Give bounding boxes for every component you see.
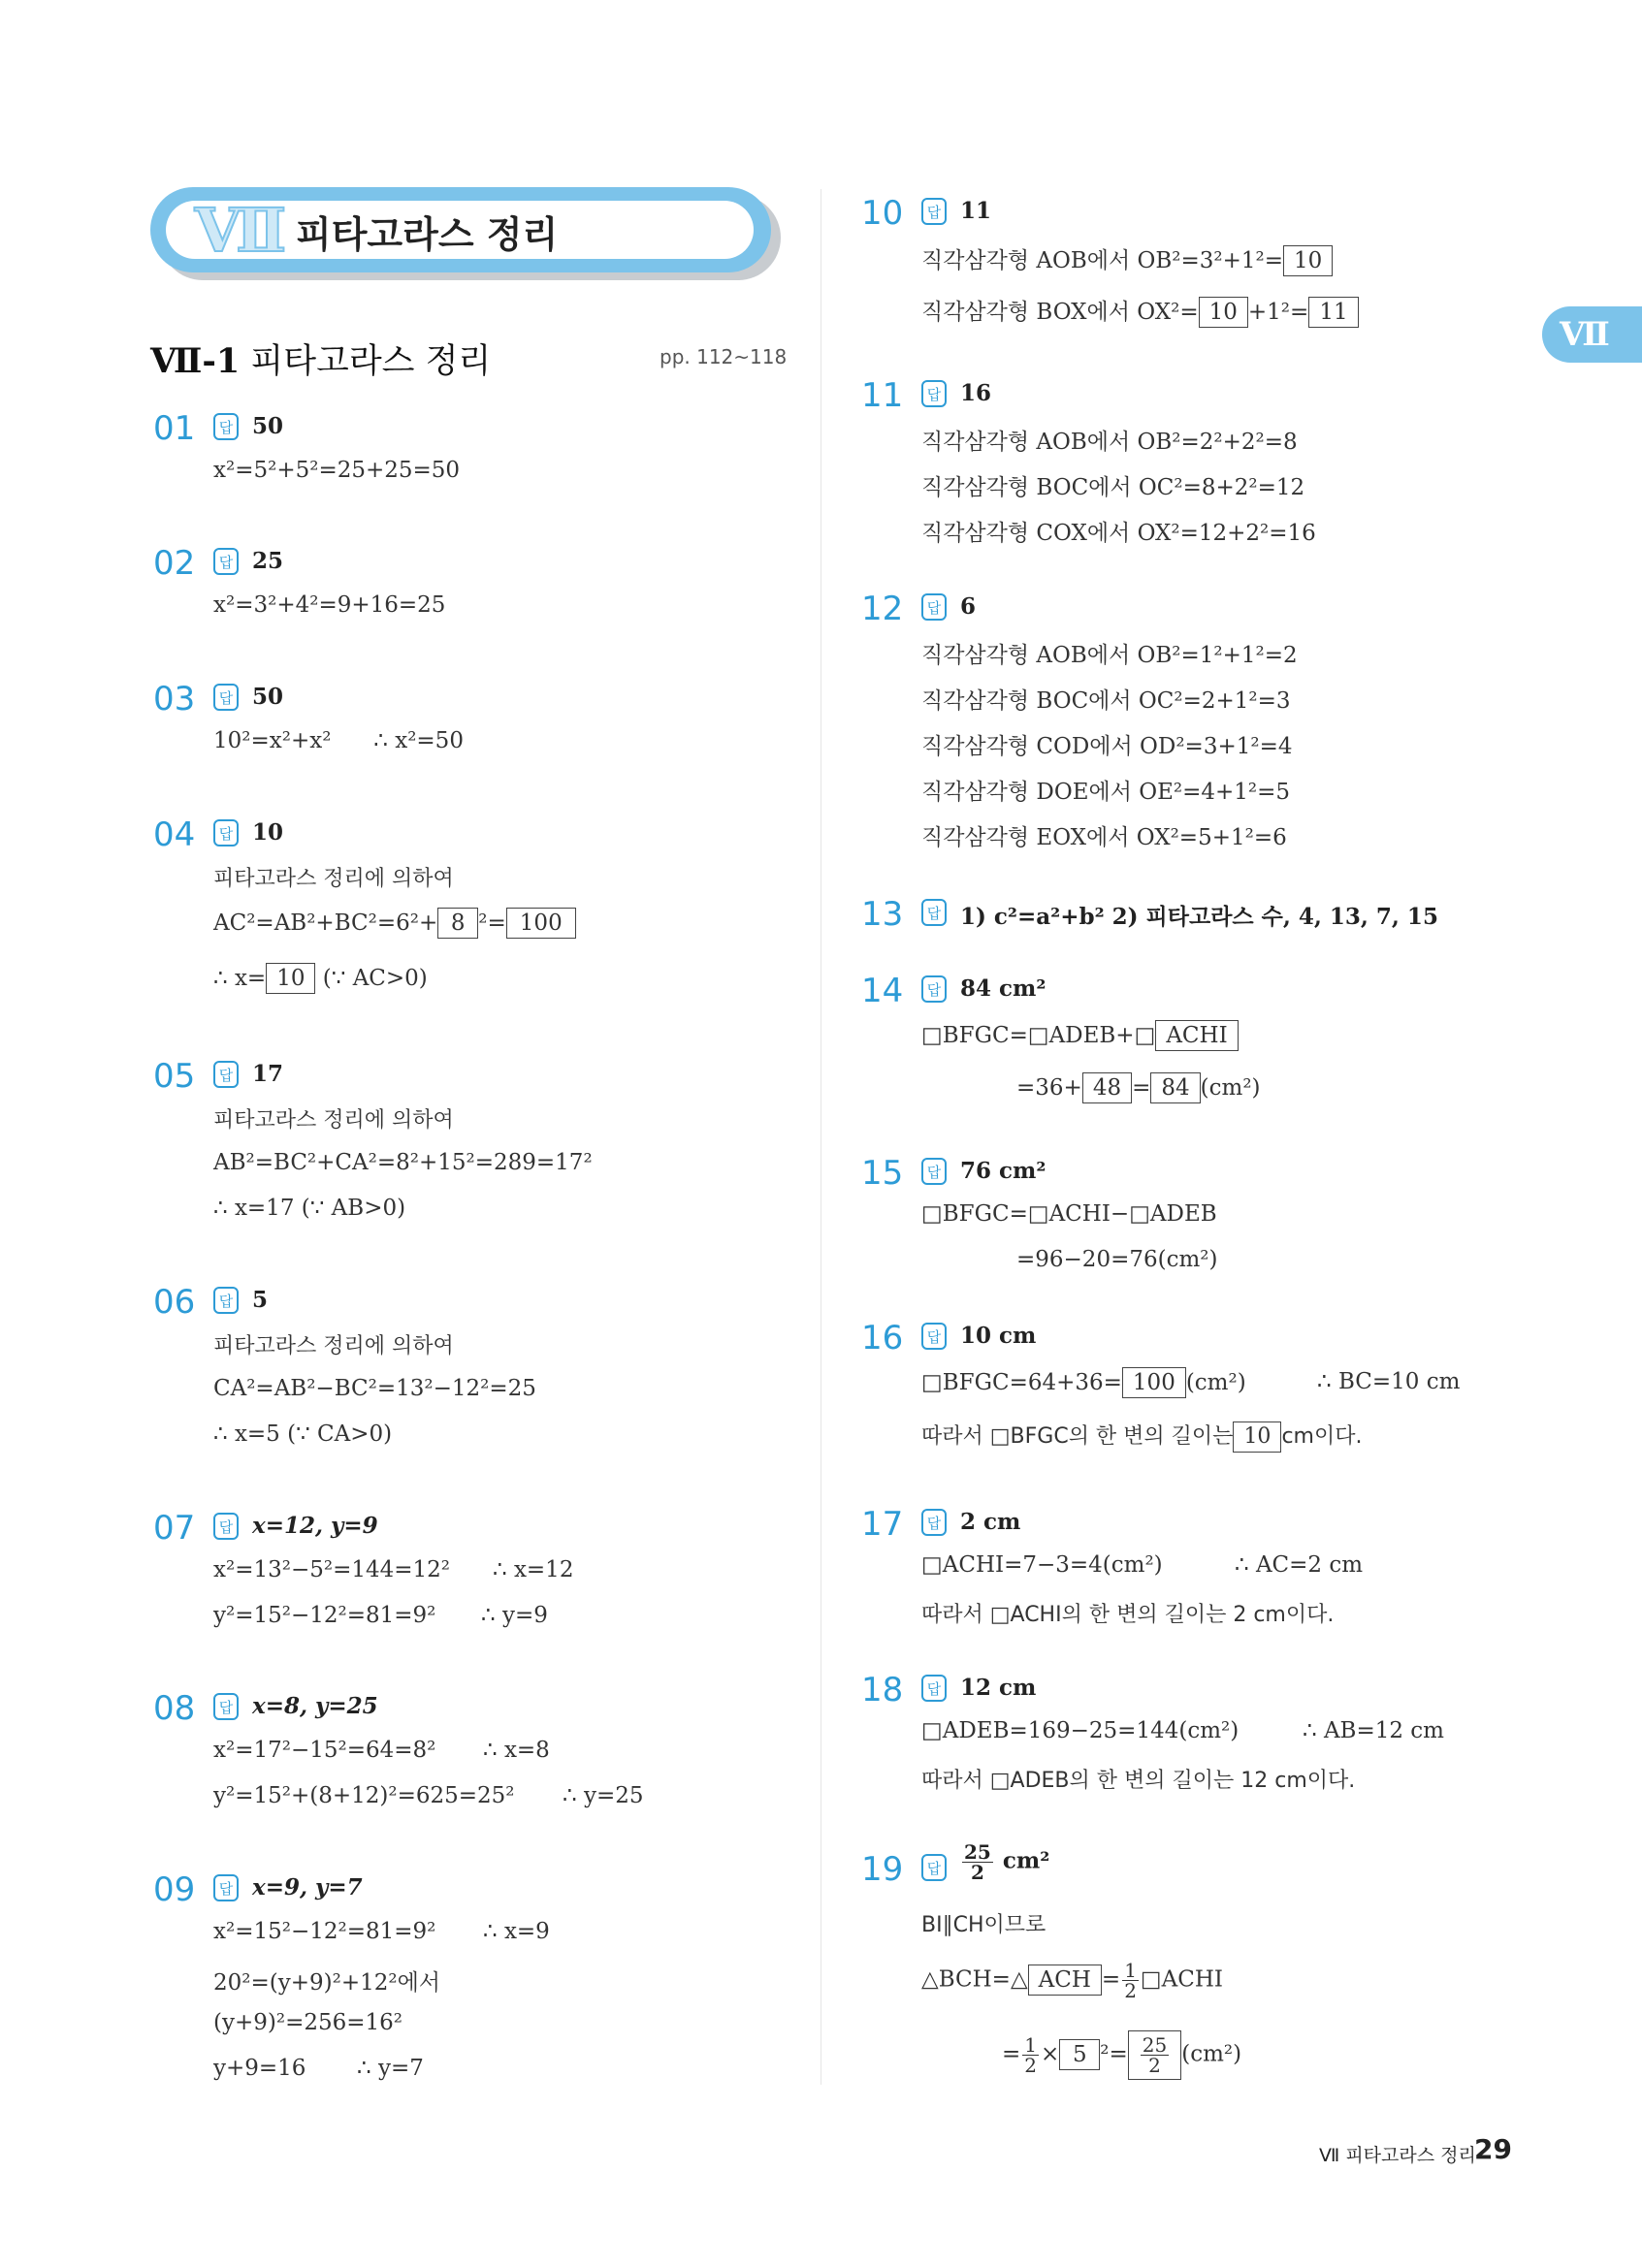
problem-number: 04 bbox=[153, 815, 196, 854]
blank-box: 10 bbox=[1199, 297, 1248, 328]
equation-text: × bbox=[1041, 2041, 1060, 2067]
equation-text: = bbox=[1002, 2041, 1021, 2067]
equation-text: cm이다. bbox=[1281, 1424, 1363, 1449]
solution-line: 피타고라스 정리에 의하여 bbox=[213, 867, 454, 891]
solution-line: ∴ x=8 bbox=[483, 1738, 550, 1763]
equation-text: ²= bbox=[478, 910, 506, 936]
answer: 2 cm bbox=[960, 1509, 1021, 1535]
solution-line: 따라서 □ADEB의 한 변의 길이는 12 cm이다. bbox=[921, 1769, 1356, 1793]
equation-text: =36+ bbox=[1016, 1075, 1082, 1101]
answer-badge: 답 bbox=[921, 975, 947, 1003]
footer-chapter-label: Ⅶ 피타고라스 정리 bbox=[1319, 2145, 1476, 2166]
solution-line bbox=[921, 1961, 1223, 2000]
solution-line bbox=[921, 1367, 1246, 1398]
solution-line: x²=13²−5²=144=12² bbox=[213, 1557, 451, 1582]
answer-badge: 답 bbox=[213, 1693, 239, 1720]
solution-line: ∴ y=25 bbox=[563, 1783, 644, 1808]
blank-box-fraction: $\frac{25}{2}$ bbox=[1128, 2030, 1181, 2080]
answer-badge: 답 bbox=[921, 198, 947, 225]
answer: $\frac{25}{2}$ cm² bbox=[964, 1840, 1050, 1884]
answer-badge: 답 bbox=[213, 1513, 239, 1540]
solution-line: 따라서 □ACHI의 한 변의 길이는 2 cm이다. bbox=[921, 1603, 1335, 1627]
answer: x=8, y=25 bbox=[252, 1693, 378, 1719]
solution-line bbox=[921, 1420, 1362, 1453]
solution-line: (y+9)²=256=16² bbox=[213, 2010, 402, 2035]
problem-number: 15 bbox=[861, 1154, 904, 1193]
answer-fraction: $\frac{25}{2}$ bbox=[964, 1840, 991, 1884]
answer-badge: 답 bbox=[921, 899, 947, 926]
answer-badge: 답 bbox=[213, 413, 239, 440]
equation-text: (cm²) bbox=[1181, 2041, 1242, 2067]
solution-line: 직각삼각형 AOB에서 OB²=2²+2²=8 bbox=[921, 430, 1298, 455]
section-name: 피타고라스 정리 bbox=[250, 342, 492, 381]
answer: 5 bbox=[252, 1287, 269, 1313]
problem-number: 06 bbox=[153, 1283, 196, 1322]
chapter-title: 피타고라스 정리 bbox=[296, 213, 559, 256]
blank-box: 48 bbox=[1082, 1072, 1132, 1103]
solution-line: ∴ x=9 bbox=[483, 1919, 550, 1944]
problem-number: 14 bbox=[861, 972, 904, 1010]
chapter-banner bbox=[150, 187, 781, 280]
solution-line: =96−20=76(cm²) bbox=[1016, 1247, 1218, 1272]
solution-line: ∴ x=5 (∵ CA>0) bbox=[213, 1421, 393, 1447]
answer-badge: 답 bbox=[921, 1675, 947, 1702]
problem-number: 05 bbox=[153, 1057, 196, 1096]
solution-line: 직각삼각형 DOE에서 OE²=4+1²=5 bbox=[921, 780, 1291, 805]
answer: 50 bbox=[252, 413, 284, 439]
equation-text: +1²= bbox=[1247, 300, 1309, 325]
solution-line: 피타고라스 정리에 의하여 bbox=[213, 1108, 454, 1133]
equation-text: □BFGC=□ADEB+□ bbox=[921, 1023, 1156, 1048]
fraction-half: $\frac{1}{2}$ bbox=[1024, 2033, 1038, 2077]
equation-text: AC²=AB²+BC²=6²+ bbox=[213, 910, 438, 936]
answer: 12 cm bbox=[960, 1675, 1037, 1701]
answer: 76 cm² bbox=[960, 1158, 1046, 1184]
equation-text: = bbox=[1101, 1966, 1121, 1993]
page-number: 29 bbox=[1474, 2133, 1512, 2165]
problem-number: 16 bbox=[861, 1319, 904, 1358]
solution-line: x²=17²−15²=64=8² bbox=[213, 1738, 436, 1763]
solution-line: 직각삼각형 BOC에서 OC²=2+1²=3 bbox=[921, 688, 1291, 714]
blank-box: ACH bbox=[1028, 1965, 1102, 1996]
problem-number: 10 bbox=[861, 194, 904, 233]
answer-badge: 답 bbox=[921, 380, 947, 407]
answer: x=12, y=9 bbox=[252, 1513, 378, 1539]
solution-line bbox=[921, 294, 1359, 328]
blank-box: 5 bbox=[1059, 2039, 1100, 2070]
equation-text: 직각삼각형 BOX에서 OX²= bbox=[921, 300, 1199, 325]
fraction-half: $\frac{1}{2}$ bbox=[1124, 1959, 1137, 2002]
answer-badge: 답 bbox=[213, 1061, 239, 1088]
solution-line: ∴ BC=10 cm bbox=[1317, 1369, 1461, 1394]
equation-text: (cm²) bbox=[1200, 1075, 1261, 1101]
answer: 50 bbox=[252, 684, 284, 710]
answer-badge: 답 bbox=[921, 1509, 947, 1536]
solution-line: y²=15²−12²=81=9² bbox=[213, 1603, 436, 1628]
answer-badge: 답 bbox=[921, 593, 947, 621]
solution-line: ∴ AB=12 cm bbox=[1303, 1718, 1444, 1743]
answer-badge: 답 bbox=[213, 548, 239, 575]
solution-line: 피타고라스 정리에 의하여 bbox=[213, 1334, 454, 1358]
solution-line bbox=[213, 908, 576, 939]
problem-number: 09 bbox=[153, 1870, 196, 1909]
answer: 11 bbox=[960, 198, 992, 224]
answer: 16 bbox=[960, 380, 992, 406]
answer-badge: 답 bbox=[213, 1874, 239, 1901]
equation-text: (∵ AC>0) bbox=[322, 966, 428, 991]
blank-box: 84 bbox=[1150, 1072, 1200, 1103]
solution-line: 직각삼각형 BOC에서 OC²=8+2²=12 bbox=[921, 475, 1305, 500]
solution-line: 직각삼각형 AOB에서 OB²=1²+1²=2 bbox=[921, 643, 1298, 668]
solution-line bbox=[921, 242, 1333, 276]
solution-line: x²=5²+5²=25+25=50 bbox=[213, 458, 461, 483]
answer: 25 bbox=[252, 548, 284, 574]
solution-line: 10²=x²+x² ∴ x²=50 bbox=[213, 728, 464, 753]
equation-text: ∴ x= bbox=[213, 966, 267, 991]
answer: 6 bbox=[960, 593, 977, 620]
answer-badge: 답 bbox=[921, 1323, 947, 1350]
problem-number: 19 bbox=[861, 1850, 904, 1889]
problem-number: 12 bbox=[861, 590, 904, 628]
problem-number: 13 bbox=[861, 895, 904, 934]
page-range: pp. 112~118 bbox=[660, 345, 788, 368]
equation-text: 따라서 □BFGC의 한 변의 길이는 bbox=[921, 1424, 1234, 1449]
equation-text: 직각삼각형 AOB에서 OB²=3²+1²= bbox=[921, 248, 1284, 273]
blank-box: 11 bbox=[1308, 297, 1358, 328]
problem-number: 08 bbox=[153, 1689, 196, 1728]
solution-line: ∴ y=9 bbox=[481, 1603, 548, 1628]
section-title bbox=[150, 335, 491, 383]
answer: 10 bbox=[252, 819, 284, 846]
blank-box: ACHI bbox=[1155, 1020, 1238, 1051]
problem-number: 01 bbox=[153, 409, 196, 448]
solution-line bbox=[213, 963, 428, 994]
solution-line bbox=[1002, 2030, 1241, 2080]
equation-text: △BCH=△ bbox=[921, 1966, 1028, 1993]
solution-line: BI∥CH이므로 bbox=[921, 1913, 1046, 1937]
problem-number: 03 bbox=[153, 680, 196, 719]
solution-line: 직각삼각형 COD에서 OD²=3+1²=4 bbox=[921, 734, 1293, 759]
blank-box: 10 bbox=[266, 963, 315, 994]
solution-line: 직각삼각형 EOX에서 OX²=5+1²=6 bbox=[921, 825, 1287, 850]
solution-line: □ACHI=7−3=4(cm²) bbox=[921, 1552, 1163, 1578]
equation-text: (cm²) bbox=[1185, 1370, 1246, 1395]
solution-line bbox=[1016, 1072, 1261, 1103]
answer-badge: 답 bbox=[213, 819, 239, 847]
equation-text: = bbox=[1132, 1075, 1151, 1101]
equation-text: □ACHI bbox=[1140, 1966, 1224, 1993]
problem-number: 11 bbox=[861, 376, 904, 415]
answer-badge: 답 bbox=[213, 684, 239, 711]
solution-line: ∴ x=12 bbox=[493, 1557, 574, 1582]
chapter-numeral: Ⅶ bbox=[194, 194, 287, 266]
blank-box: 10 bbox=[1233, 1421, 1281, 1453]
solution-line: AB²=BC²+CA²=8²+15²=289=17² bbox=[213, 1150, 593, 1175]
blank-box: 100 bbox=[506, 908, 576, 939]
solution-line: □ADEB=169−25=144(cm²) bbox=[921, 1718, 1240, 1743]
problem-number: 18 bbox=[861, 1671, 904, 1709]
solution-line: ∴ AC=2 cm bbox=[1235, 1552, 1364, 1578]
problem-number: 17 bbox=[861, 1505, 904, 1544]
answer: x=9, y=7 bbox=[252, 1874, 363, 1901]
equation-text: □BFGC=64+36= bbox=[921, 1370, 1122, 1395]
answer-badge: 답 bbox=[921, 1854, 947, 1881]
answer-badge: 답 bbox=[213, 1287, 239, 1314]
blank-box: 10 bbox=[1283, 245, 1333, 276]
solution-line: x²=3²+4²=9+16=25 bbox=[213, 592, 446, 618]
solution-line: 20²=(y+9)²+12²에서 bbox=[213, 1970, 441, 1996]
answer-badge: 답 bbox=[921, 1158, 947, 1185]
answer: 10 cm bbox=[960, 1323, 1037, 1349]
solution-line: y+9=16 bbox=[213, 2056, 306, 2081]
solution-line bbox=[921, 1020, 1239, 1051]
blank-box: 8 bbox=[437, 908, 478, 939]
blank-box: 100 bbox=[1122, 1367, 1186, 1398]
answer: 1) c²=a²+b² 2) 피타고라스 수, 4, 13, 7, 15 bbox=[960, 904, 1438, 930]
solution-line: 직각삼각형 COX에서 OX²=12+2²=16 bbox=[921, 521, 1316, 546]
answer: 84 cm² bbox=[960, 975, 1046, 1002]
solution-line: x²=15²−12²=81=9² bbox=[213, 1919, 436, 1944]
solution-line: ∴ x=17 (∵ AB>0) bbox=[213, 1196, 406, 1221]
section-number: Ⅶ-1 bbox=[150, 341, 241, 381]
solution-line: □BFGC=□ACHI−□ADEB bbox=[921, 1201, 1217, 1227]
problem-number: 02 bbox=[153, 544, 196, 583]
side-chapter-tab: Ⅶ bbox=[1542, 306, 1642, 363]
equation-text: ²= bbox=[1100, 2041, 1128, 2067]
solution-line: ∴ y=7 bbox=[357, 2056, 424, 2081]
answer: 17 bbox=[252, 1061, 284, 1087]
problem-number: 07 bbox=[153, 1509, 196, 1548]
solution-line: CA²=AB²−BC²=13²−12²=25 bbox=[213, 1376, 536, 1401]
solution-line: y²=15²+(8+12)²=625=25² bbox=[213, 1783, 515, 1808]
